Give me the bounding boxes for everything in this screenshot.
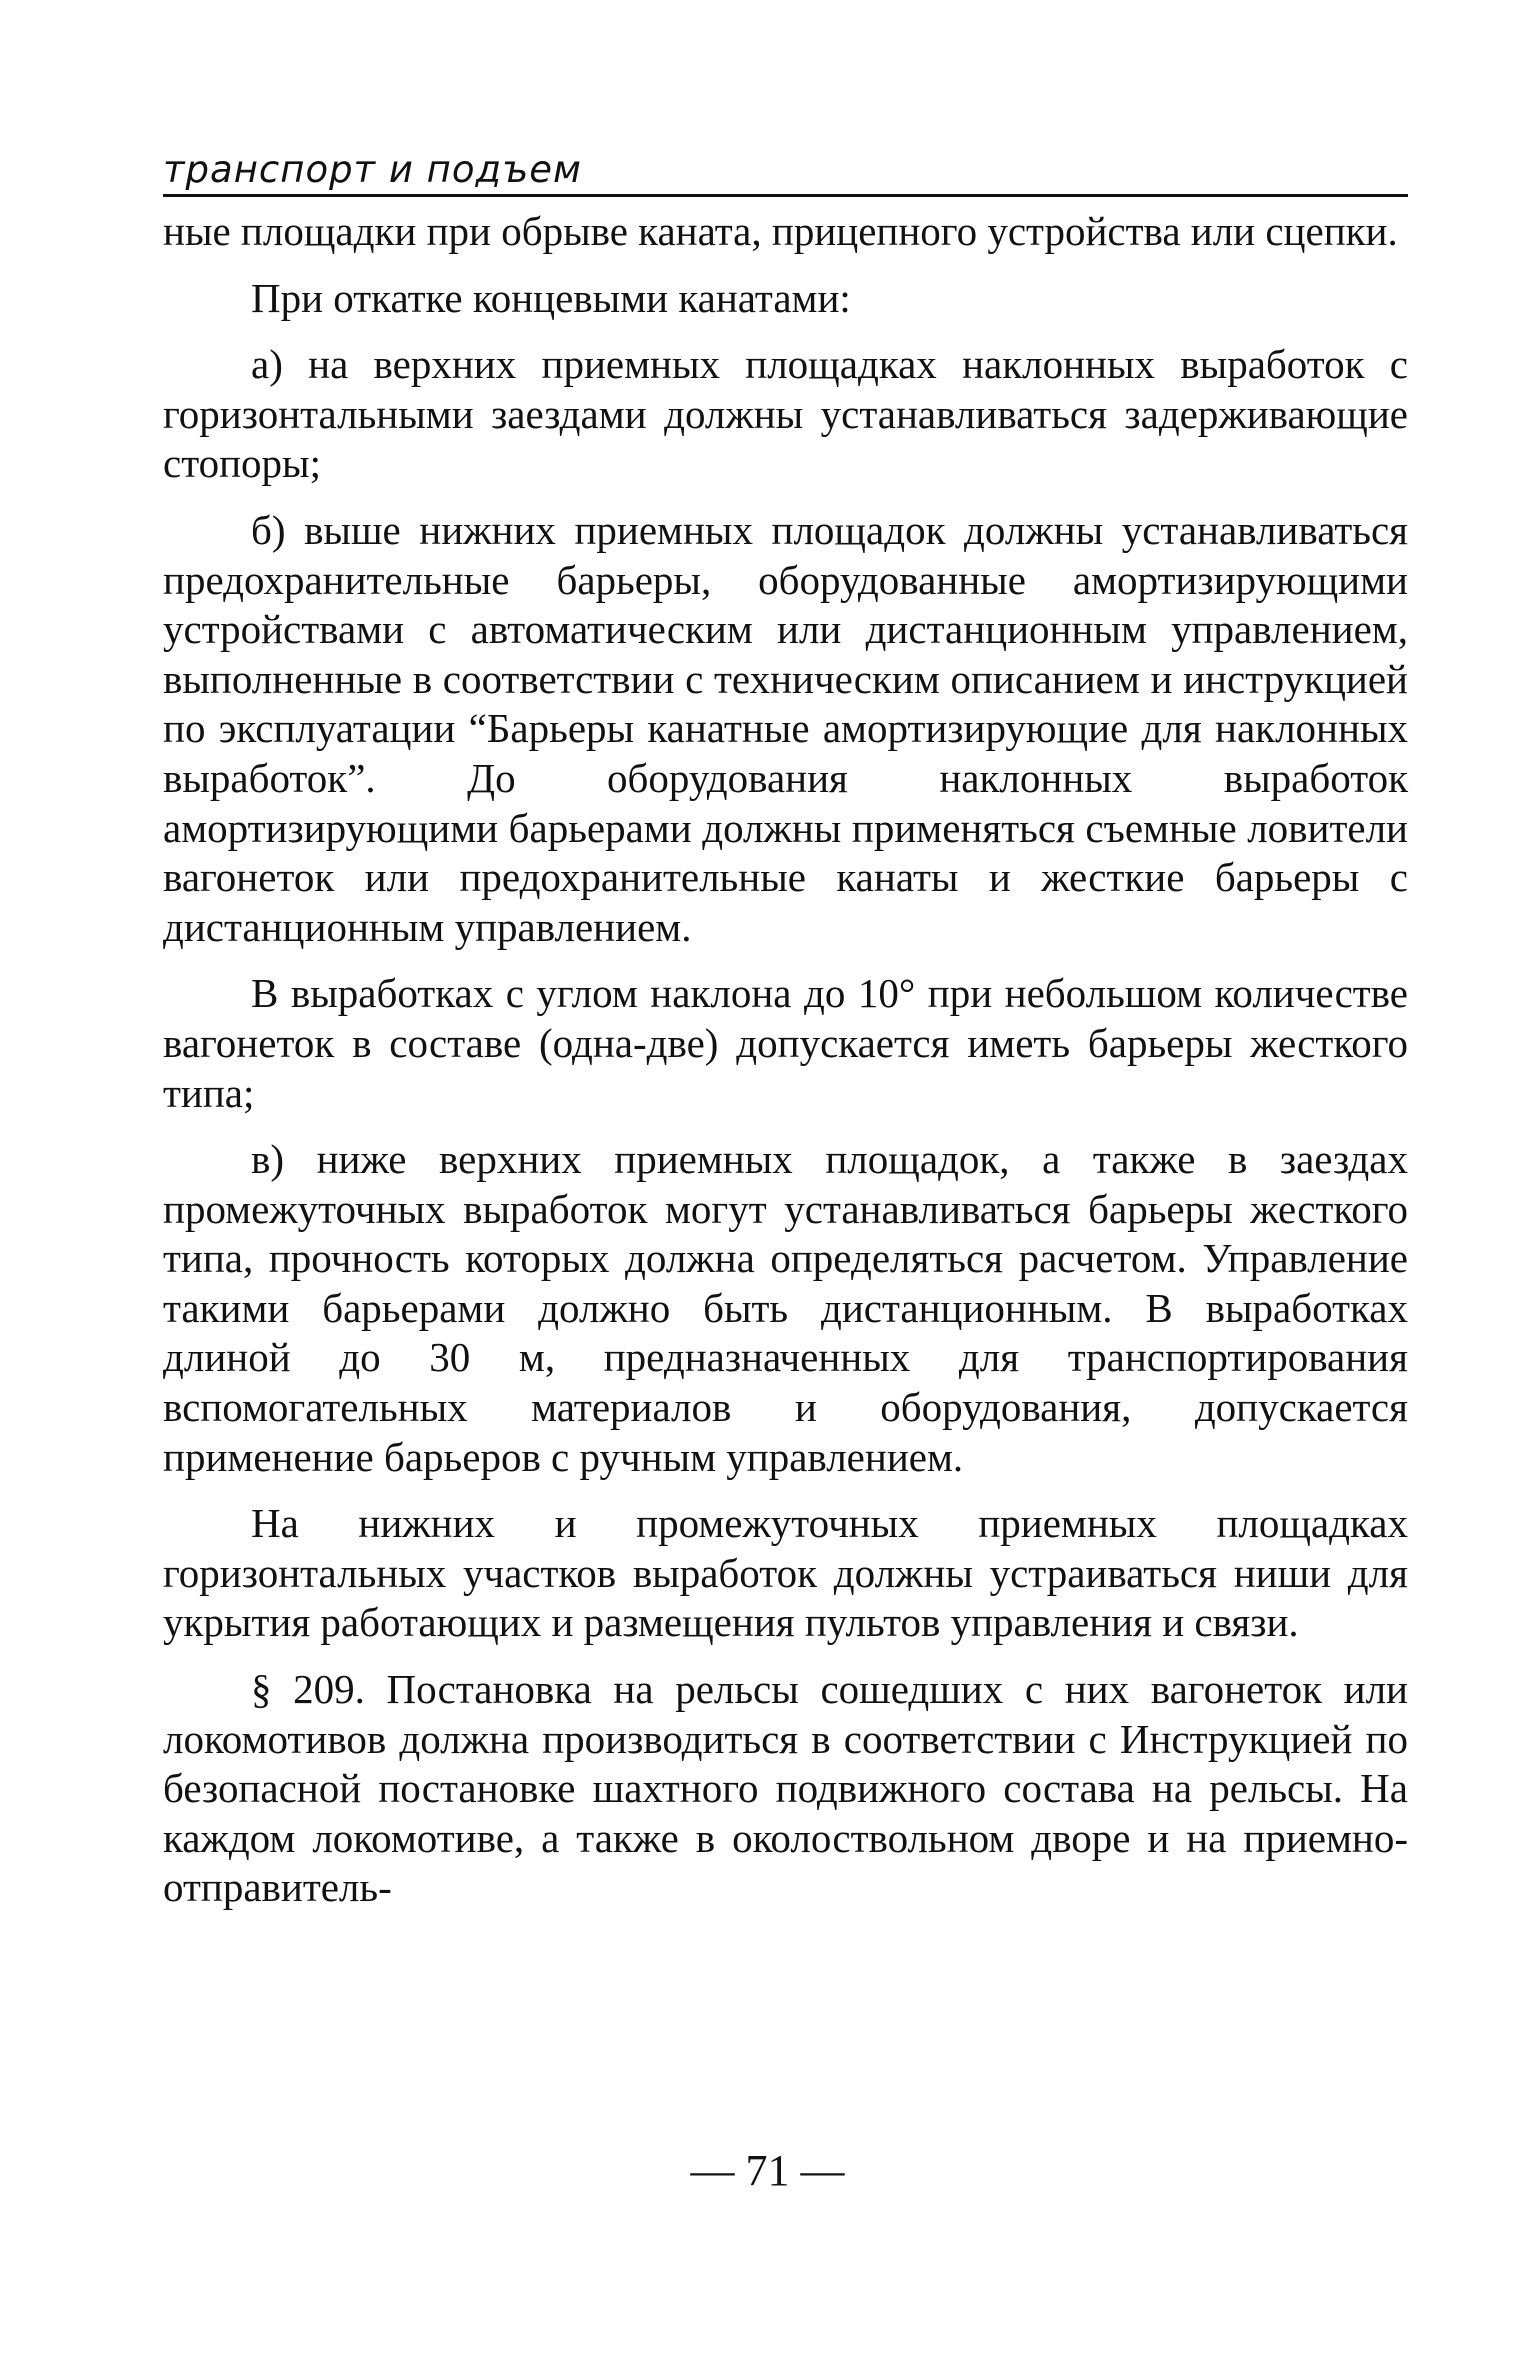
- paragraph-rigid-barriers: В выработках с углом наклона до 10° при небольшом количестве вагонеток в составе (одна-две) допускается иметь барьеры жесткого типа;: [163, 970, 1408, 1116]
- paragraph-item-a: а) на верхних приемных площадках наклонных выработок с горизонтальными заездами должны устанавливаться задерживающие стопоры;: [163, 341, 1408, 487]
- paragraph-continuation: ные площадки при обрыве каната, прицепного устройства или сцепки.: [163, 208, 1398, 254]
- body-text: [163, 207, 1408, 1913]
- document-page: [163, 150, 1408, 1930]
- paragraph-item-v: в) ниже верхних приемных площадок, а также в заездах промежуточных выработок могут устанавливаться барьеры жесткого типа, прочность которых должна определяться расчетом. Управление такими барьерами должно быть дистанционным. В выработках длиной до 30 м, предназначенных для транспортирования вспомогательных материалов и оборудования, допускается применение барьеров с ручным управлением.: [163, 1136, 1408, 1480]
- paragraph-end-rope-haulage: При откатке концевыми канатами:: [251, 274, 851, 321]
- page-number: — 71 —: [690, 2146, 845, 2195]
- paragraph-section-209: § 209. Постановка на рельсы сошедших с них вагонеток или локомотивов должна производиться в соответствии с Инструкцией по безопасной постановке шахтного подвижного состава на рельсы. На каждом локомотиве, а также в околоствольном дворе и на приемно-отправитель-: [163, 1666, 1408, 1911]
- paragraph-niches: На нижних и промежуточных приемных площадках горизонтальных участков выработок должны устраиваться ниши для укрытия работающих и размещения пультов управления и связи.: [163, 1500, 1408, 1646]
- paragraph-item-b: б) выше нижних приемных площадок должны устанавливаться предохранительные барьеры, оборудованные амортизирующими устройствами с автоматическим или дистанционным управлением, выполненные в соответствии с техническим описанием и инструкцией по эксплуатации “Барьеры канатные амортизирующие для наклонных выработок”. До оборудования наклонных выработок амортизирующими барьерами должны применяться съемные ловители вагонеток или предохранительные канаты и жесткие барьеры с дистанционным управлением.: [163, 506, 1408, 950]
- running-header: транспорт и подъем: [163, 150, 1408, 197]
